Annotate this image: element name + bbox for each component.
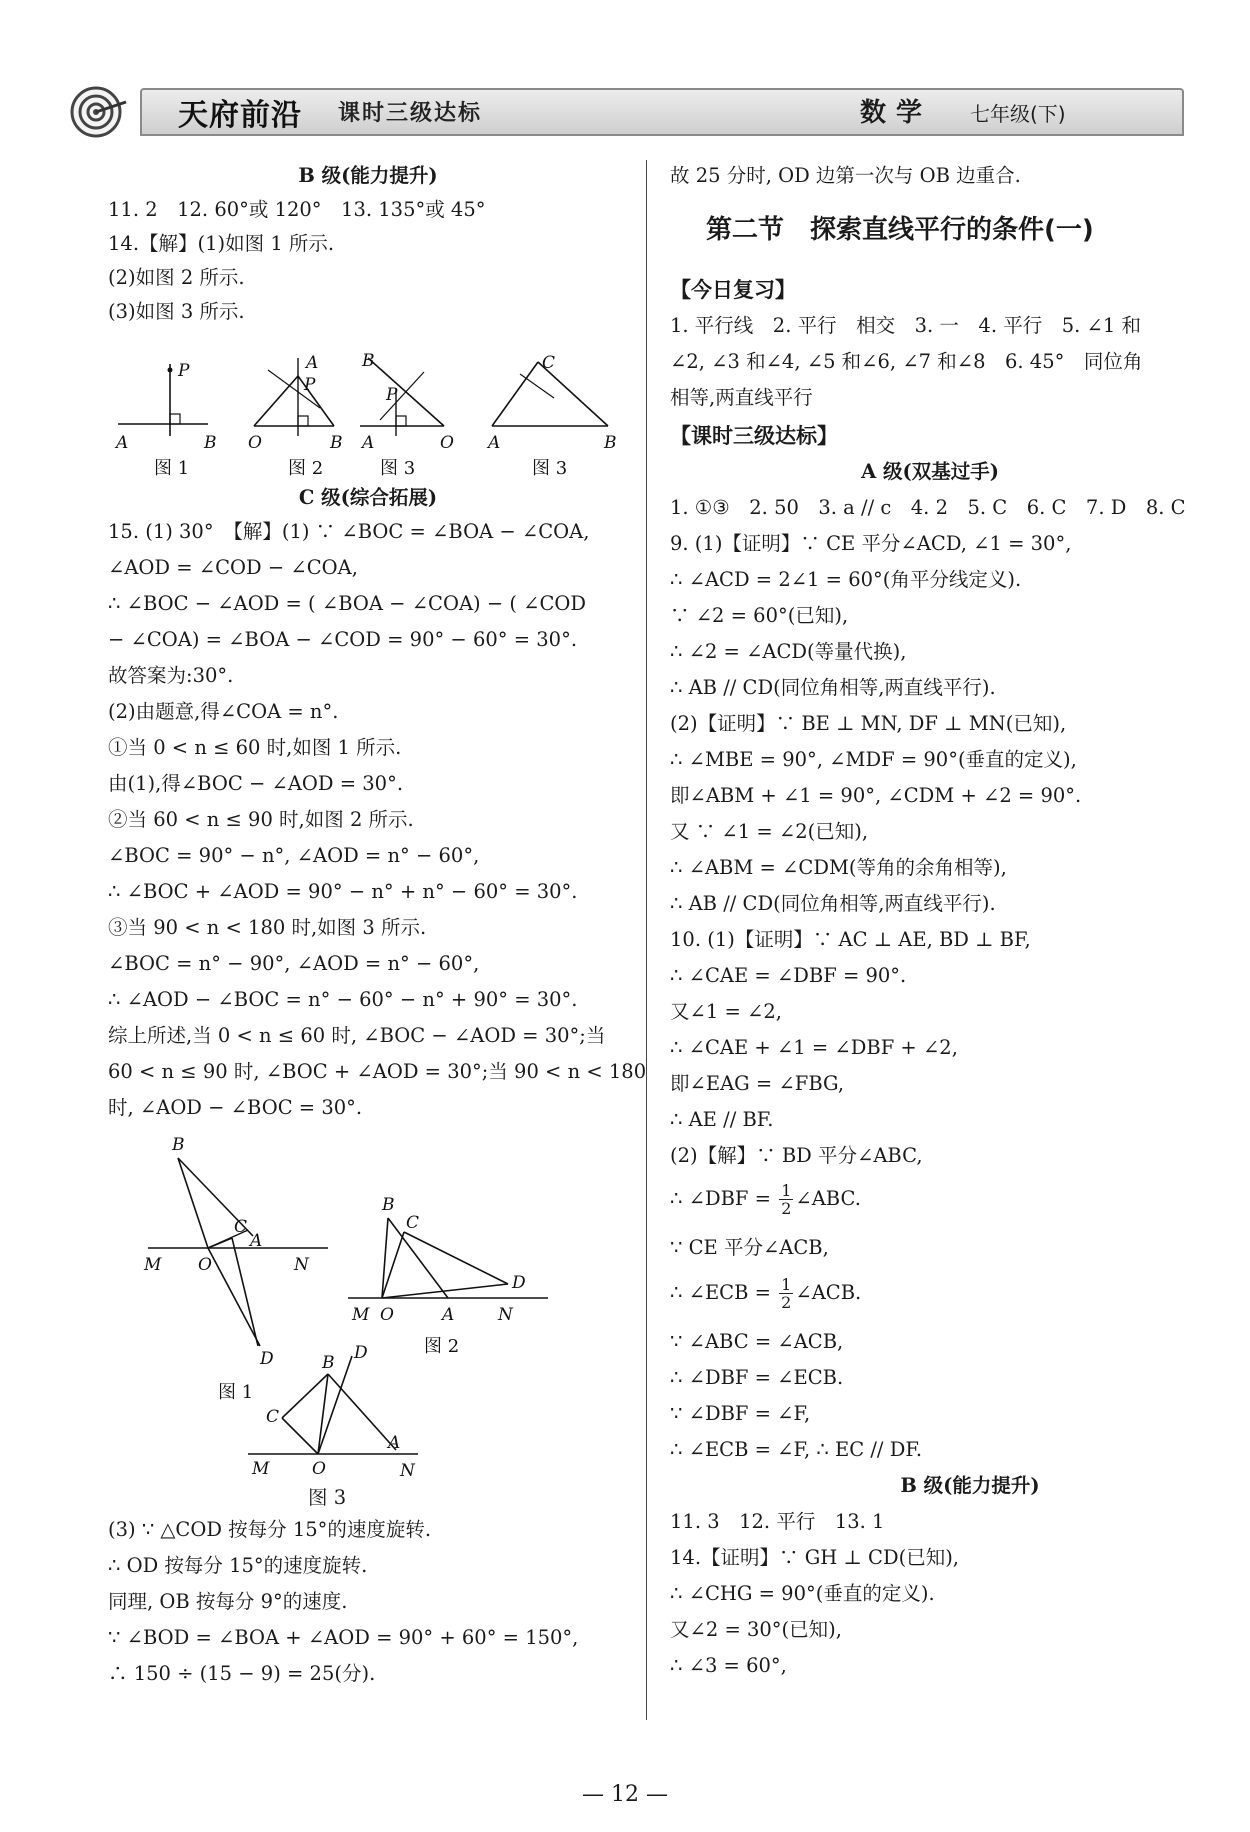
svg-text:A: A xyxy=(488,433,501,453)
svg-text:M: M xyxy=(352,1305,370,1325)
solution-line: ②当 60 < n ≤ 90 时,如图 2 所示. xyxy=(108,808,414,831)
figure-a1 xyxy=(114,361,217,479)
level-c-heading: C 级(综合拓展) xyxy=(298,486,438,509)
proof-line: ∴ ∠ACD = 2∠1 = 60°(角平分线定义). xyxy=(670,568,1022,591)
svg-text:N: N xyxy=(400,1461,415,1481)
answer-line: ∠2, ∠3 和∠4, ∠5 和∠6, ∠7 和∠8 6. 45° 同位角 xyxy=(670,350,1143,373)
fraction-one-half: $\frac{1}{2}$ xyxy=(781,1181,792,1218)
solution-line: − ∠COA) = ∠BOA − ∠COD = 90° − 60° = 30°. xyxy=(108,628,578,651)
svg-text:B: B xyxy=(382,1195,395,1215)
figure-b2 xyxy=(348,1195,548,1357)
answer-line: 11. 3 12. 平行 13. 1 xyxy=(670,1510,885,1533)
svg-text:B: B xyxy=(362,351,375,371)
solution-line: 由(1),得∠BOC − ∠AOD = 30°. xyxy=(108,772,404,795)
svg-text:B: B xyxy=(330,433,343,453)
figure-b1 xyxy=(143,1135,328,1403)
solution-line: 同理, OB 按每分 9°的速度. xyxy=(108,1590,348,1613)
series-title: 课时三级达标 xyxy=(338,101,483,126)
svg-text:D: D xyxy=(260,1349,274,1369)
solution-line: 故 25 分时, OD 边第一次与 OB 边重合. xyxy=(670,164,1021,187)
svg-text:D: D xyxy=(512,1273,526,1293)
level-a-heading: A 级(双基过手) xyxy=(861,460,999,483)
svg-text:A: A xyxy=(250,1231,263,1251)
figure-a3 xyxy=(360,351,454,479)
proof-line: ∴ ∠CAE = ∠DBF = 90°. xyxy=(670,964,907,987)
proof-line: ∴ AB // CD(同位角相等,两直线平行). xyxy=(670,892,996,915)
solution-line: ∠BOC = n° − 90°, ∠AOD = n° − 60°, xyxy=(108,952,480,975)
solution-line: ③当 90 < n < 180 时,如图 3 所示. xyxy=(108,916,427,939)
solution-line: ∵ ∠BOD = ∠BOA + ∠AOD = 90° + 60° = 150°, xyxy=(108,1626,579,1649)
solution-line: (3) ∵ △COD 按每分 15°的速度旋转. xyxy=(108,1518,432,1541)
answer-line: 相等,两直线平行 xyxy=(670,386,813,409)
svg-text:A: A xyxy=(116,433,129,453)
solution-line: (2)由题意,得∠COA = n°. xyxy=(108,700,339,723)
solution-line: 60 < n ≤ 90 时, ∠BOC + ∠AOD = 30°;当 90 < n < 180 xyxy=(108,1060,647,1083)
subject-label: 数学 xyxy=(860,98,933,128)
svg-text:P: P xyxy=(178,361,190,381)
solution-line: 综上所述,当 0 < n ≤ 60 时, ∠BOC − ∠AOD = 30°;当 xyxy=(108,1024,606,1047)
proof-line: ∴ ∠ABM = ∠CDM(等角的余角相等), xyxy=(670,856,1007,879)
svg-text:P: P xyxy=(386,385,398,405)
proof-line: ∴ ∠MBE = 90°, ∠MDF = 90°(垂直的定义), xyxy=(670,748,1077,771)
proof-line: 9. (1)【证明】∵ CE 平分∠ACD, ∠1 = 30°, xyxy=(670,532,1072,555)
svg-text:C: C xyxy=(542,353,556,373)
proof-line: 即∠ABM + ∠1 = 90°, ∠CDM + ∠2 = 90°. xyxy=(670,784,1082,807)
proof-line: 又 ∵ ∠1 = ∠2(已知), xyxy=(670,820,869,843)
answer-line: 1. ①③ 2. 50 3. a // c 4. 2 5. C 6. C 7. D 8. C xyxy=(670,496,1186,519)
svg-text:B: B xyxy=(322,1353,335,1373)
target-logo-icon xyxy=(70,84,126,140)
svg-text:A: A xyxy=(388,1433,401,1453)
solution-line: ∴ ∠BOC + ∠AOD = 90° − n° + n° − 60° = 30°. xyxy=(108,880,578,903)
svg-text:O: O xyxy=(380,1305,394,1325)
answer-line: 14.【解】(1)如图 1 所示. xyxy=(108,232,335,255)
svg-text:A: A xyxy=(362,433,375,453)
solution-line: 时, ∠AOD − ∠BOC = 30°. xyxy=(108,1096,363,1119)
figure-caption: 图 3 xyxy=(308,1486,347,1509)
svg-text:图 3: 图 3 xyxy=(532,458,568,479)
level-b-heading: B 级(能力提升) xyxy=(298,164,438,187)
proof-line: 即∠EAG = ∠FBG, xyxy=(670,1072,845,1095)
proof-line: ∴ ∠3 = 60°, xyxy=(670,1654,787,1677)
svg-text:M: M xyxy=(144,1255,162,1275)
svg-text:B: B xyxy=(172,1135,185,1155)
svg-text:图 2: 图 2 xyxy=(424,1336,460,1357)
svg-text:图 1: 图 1 xyxy=(154,458,190,479)
svg-text:B: B xyxy=(604,433,617,453)
svg-text:M: M xyxy=(252,1459,270,1479)
standard-heading: 【课时三级达标】 xyxy=(670,424,838,448)
svg-text:B: B xyxy=(204,433,217,453)
page-header xyxy=(70,84,1180,138)
figure-a4 xyxy=(486,353,617,479)
answer-line: (3)如图 3 所示. xyxy=(108,300,245,323)
proof-line: ∵ ∠2 = 60°(已知), xyxy=(670,604,849,627)
solution-line: 15. (1) 30° 【解】(1) ∵ ∠BOC = ∠BOA − ∠COA, xyxy=(108,520,590,543)
grade-label: 七年级(下) xyxy=(970,102,1066,126)
proof-line: ∴ ∠DBF = ∠ECB. xyxy=(670,1366,844,1389)
solution-line: ∴ OD 按每分 15°的速度旋转. xyxy=(108,1554,368,1577)
solution-line: ∴ ∠AOD − ∠BOC = n° − 60° − n° + 90° = 30°. xyxy=(108,988,578,1011)
svg-text:N: N xyxy=(498,1305,513,1325)
svg-text:O: O xyxy=(440,433,454,453)
figure-set-b xyxy=(144,1135,628,1496)
solution-line: 故答案为:30°. xyxy=(108,664,234,687)
proof-line: 又∠2 = 30°(已知), xyxy=(670,1618,842,1641)
svg-text:A: A xyxy=(306,353,319,373)
svg-text:图 2: 图 2 xyxy=(288,458,324,479)
column-divider xyxy=(646,160,647,1720)
svg-text:C: C xyxy=(266,1407,280,1427)
brand-title: 天府前沿 xyxy=(178,98,302,133)
fraction-one-half: $\frac{1}{2}$ xyxy=(781,1275,792,1312)
proof-line: ∴ ∠CHG = 90°(垂直的定义). xyxy=(670,1582,935,1605)
proof-line: ∵ CE 平分∠ACB, xyxy=(670,1236,829,1259)
proof-line: 10. (1)【证明】∵ AC ⊥ AE, BD ⊥ BF, xyxy=(670,928,1031,951)
svg-text:O: O xyxy=(312,1459,326,1479)
svg-text:N: N xyxy=(294,1255,309,1275)
svg-text:P: P xyxy=(304,375,316,395)
proof-line: ∴ ∠ECB = ∠F, ∴ EC // DF. xyxy=(670,1438,923,1461)
answer-line: 11. 2 12. 60°或 120° 13. 135°或 45° xyxy=(108,198,486,221)
level-b-heading: B 级(能力提升) xyxy=(900,1474,1040,1497)
svg-text:C: C xyxy=(234,1217,248,1237)
proof-line: ∴ ∠2 = ∠ACD(等量代换), xyxy=(670,640,907,663)
proof-line: (2)【解】∵ BD 平分∠ABC, xyxy=(670,1144,923,1167)
svg-text:图 3: 图 3 xyxy=(380,458,416,479)
proof-line-fraction: ∴ ∠DBF = $\frac{1}{2}$ ∠ABC. xyxy=(670,1181,861,1218)
proof-line: 又∠1 = ∠2, xyxy=(670,1000,782,1023)
svg-text:A: A xyxy=(442,1305,455,1325)
svg-text:C: C xyxy=(406,1213,420,1233)
proof-line: 14.【证明】∵ GH ⊥ CD(已知), xyxy=(670,1546,959,1569)
section-title: 第二节 探索直线平行的条件(一) xyxy=(706,215,1094,245)
proof-line: ∵ ∠DBF = ∠F, xyxy=(670,1402,811,1425)
figure-a2 xyxy=(248,353,343,479)
review-heading: 【今日复习】 xyxy=(670,278,796,302)
solution-line: ∠AOD = ∠COD − ∠COA, xyxy=(108,556,358,579)
page-number: — 12 — xyxy=(582,1782,668,1807)
solution-line: ∴ 150 ÷ (15 − 9) = 25(分). xyxy=(108,1662,376,1685)
svg-text:O: O xyxy=(248,433,262,453)
figure-set-a xyxy=(108,348,628,479)
svg-text:D: D xyxy=(354,1343,368,1363)
answer-line: 1. 平行线 2. 平行 相交 3. 一 4. 平行 5. ∠1 和 xyxy=(670,314,1141,337)
svg-text:图 1: 图 1 xyxy=(218,1382,254,1403)
solution-line: ∠BOC = 90° − n°, ∠AOD = n° − 60°, xyxy=(108,844,480,867)
proof-line: ∴ AE // BF. xyxy=(670,1108,774,1131)
proof-line: ∵ ∠ABC = ∠ACB, xyxy=(670,1330,844,1353)
solution-line: ①当 0 < n ≤ 60 时,如图 1 所示. xyxy=(108,736,402,759)
proof-line: (2)【证明】∵ BE ⊥ MN, DF ⊥ MN(已知), xyxy=(670,712,1067,735)
proof-line-fraction: ∴ ∠ECB = $\frac{1}{2}$ ∠ACB. xyxy=(670,1275,862,1312)
proof-line: ∴ AB // CD(同位角相等,两直线平行). xyxy=(670,676,996,699)
proof-line: ∴ ∠CAE + ∠1 = ∠DBF + ∠2, xyxy=(670,1036,958,1059)
solution-line: ∴ ∠BOC − ∠AOD = ( ∠BOA − ∠COA) − ( ∠COD xyxy=(108,592,587,615)
svg-text:O: O xyxy=(198,1255,212,1275)
answer-line: (2)如图 2 所示. xyxy=(108,266,245,289)
